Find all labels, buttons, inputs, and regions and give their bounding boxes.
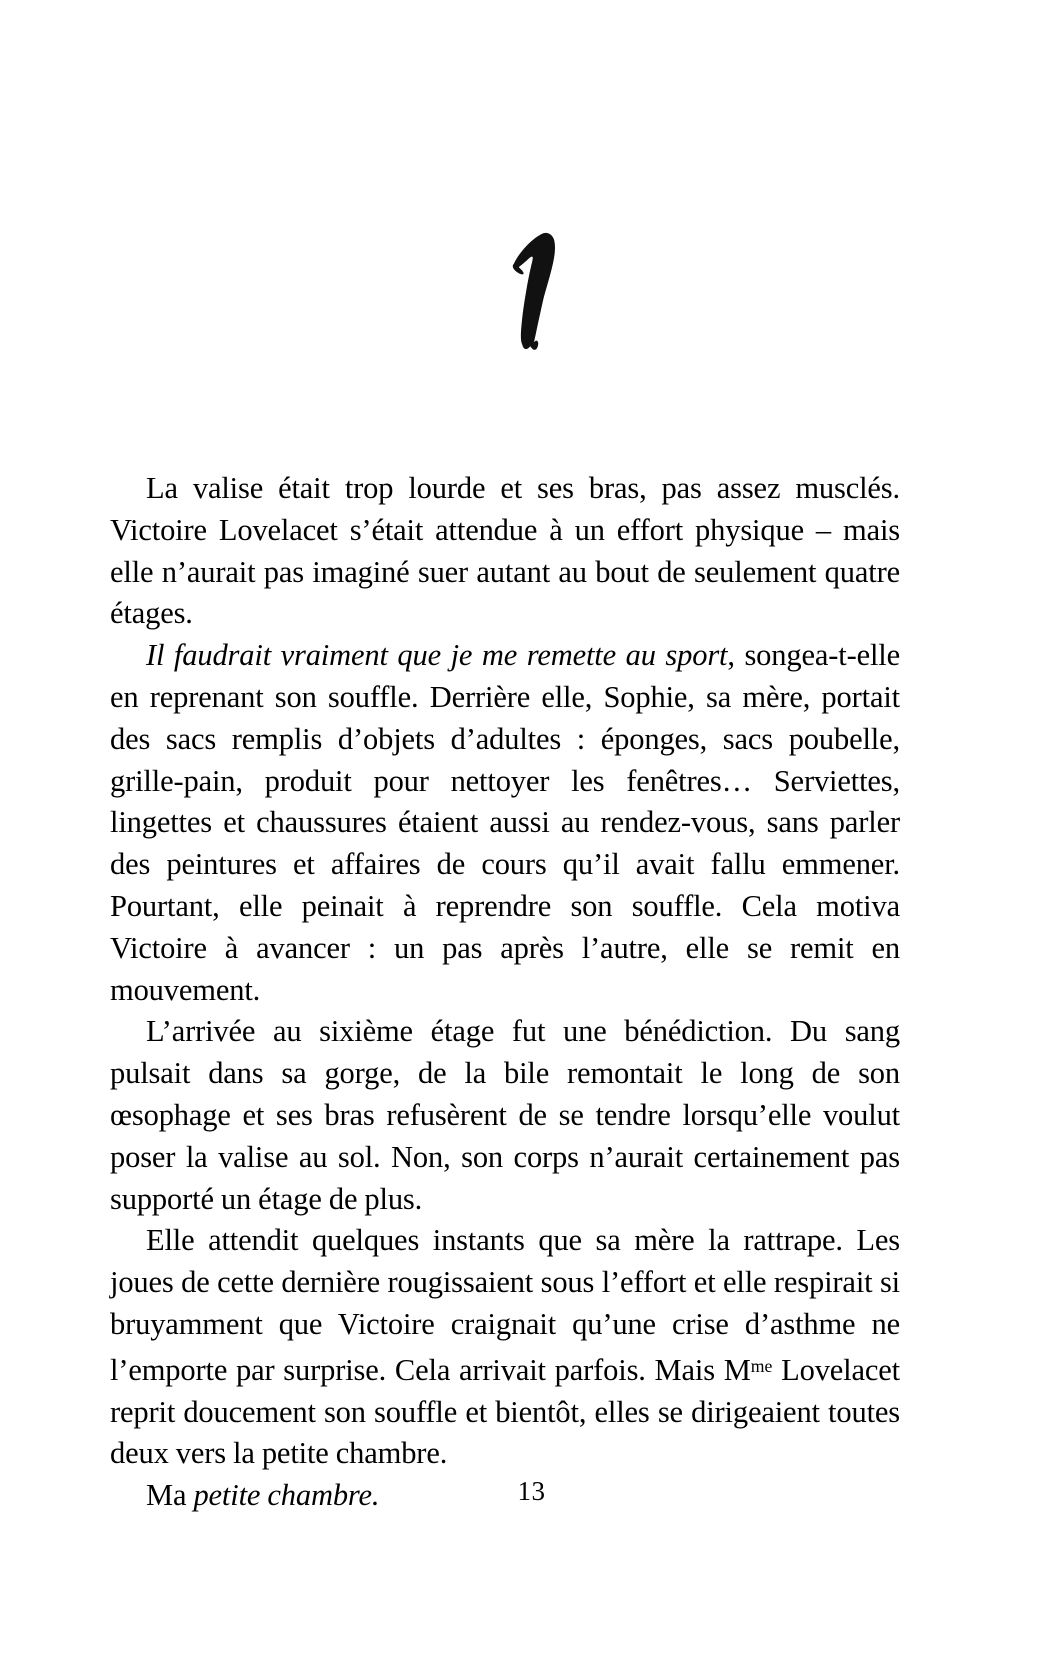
paragraph-p2 [110, 635, 900, 1011]
chapter-number [0, 232, 1063, 352]
text-run: Ma [146, 1478, 194, 1513]
text-run: Elle attendit quelques instants que sa mère la rattrape. Les joues de cette dernière rougissaient sous l’effort et elle respirait si bruyamment que Victoire craignait qu’une crise d’asthme ne l’emporte par surprise. Cela arrivait parfois. Mais M [110, 1223, 900, 1387]
chapter-number-one-icon [472, 233, 592, 351]
italic-run: petite chambre. [193, 1478, 380, 1513]
text-run: Lovelacet reprit doucement son souffle et bientôt, elles se dirigeaient toutes deux vers la petite chambre. [110, 1352, 900, 1471]
superscript-run: me [750, 1355, 773, 1376]
paragraph-p4 [110, 1220, 900, 1475]
chapter-body [110, 468, 900, 1517]
italic-run: Il faudrait vraiment que je me remette au sport [146, 638, 728, 673]
text-run: , songea-t-elle en reprenant son souffle. Derrière elle, Sophie, sa mère, portait des sacs remplis d’objets d’adultes : éponges, sacs poubelle, grille-pain, produit pour nettoyer les fenêtres… Serviettes, lingettes et chaussures étaient aussi au rendez-vous, sans parler des peintures et affaires de cours qu’il avait fallu emmener. Pourtant, elle peinait à reprendre son souffle. Cela motiva Victoire à avancer : un pas après l’autre, elle se remit en mouvement. [110, 638, 900, 1007]
text-run: La valise était trop lourde et ses bras, pas assez musclés. Victoire Lovelacet s’était attendue à un effort physique – mais elle n’aurait pas imaginé suer autant au bout de seulement quatre étages. [110, 471, 900, 631]
page-number: 13 [517, 1476, 546, 1506]
paragraph-p3 [110, 1011, 900, 1220]
paragraph-p1 [110, 468, 900, 635]
text-run: L’arrivée au sixième étage fut une bénédiction. Du sang pulsait dans sa gorge, de la bile remontait le long de son œsophage et ses bras refusèrent de se tendre lorsqu’elle voulut poser la valise au sol. Non, son corps n’aurait certainement pas supporté un étage de plus. [110, 1014, 900, 1216]
